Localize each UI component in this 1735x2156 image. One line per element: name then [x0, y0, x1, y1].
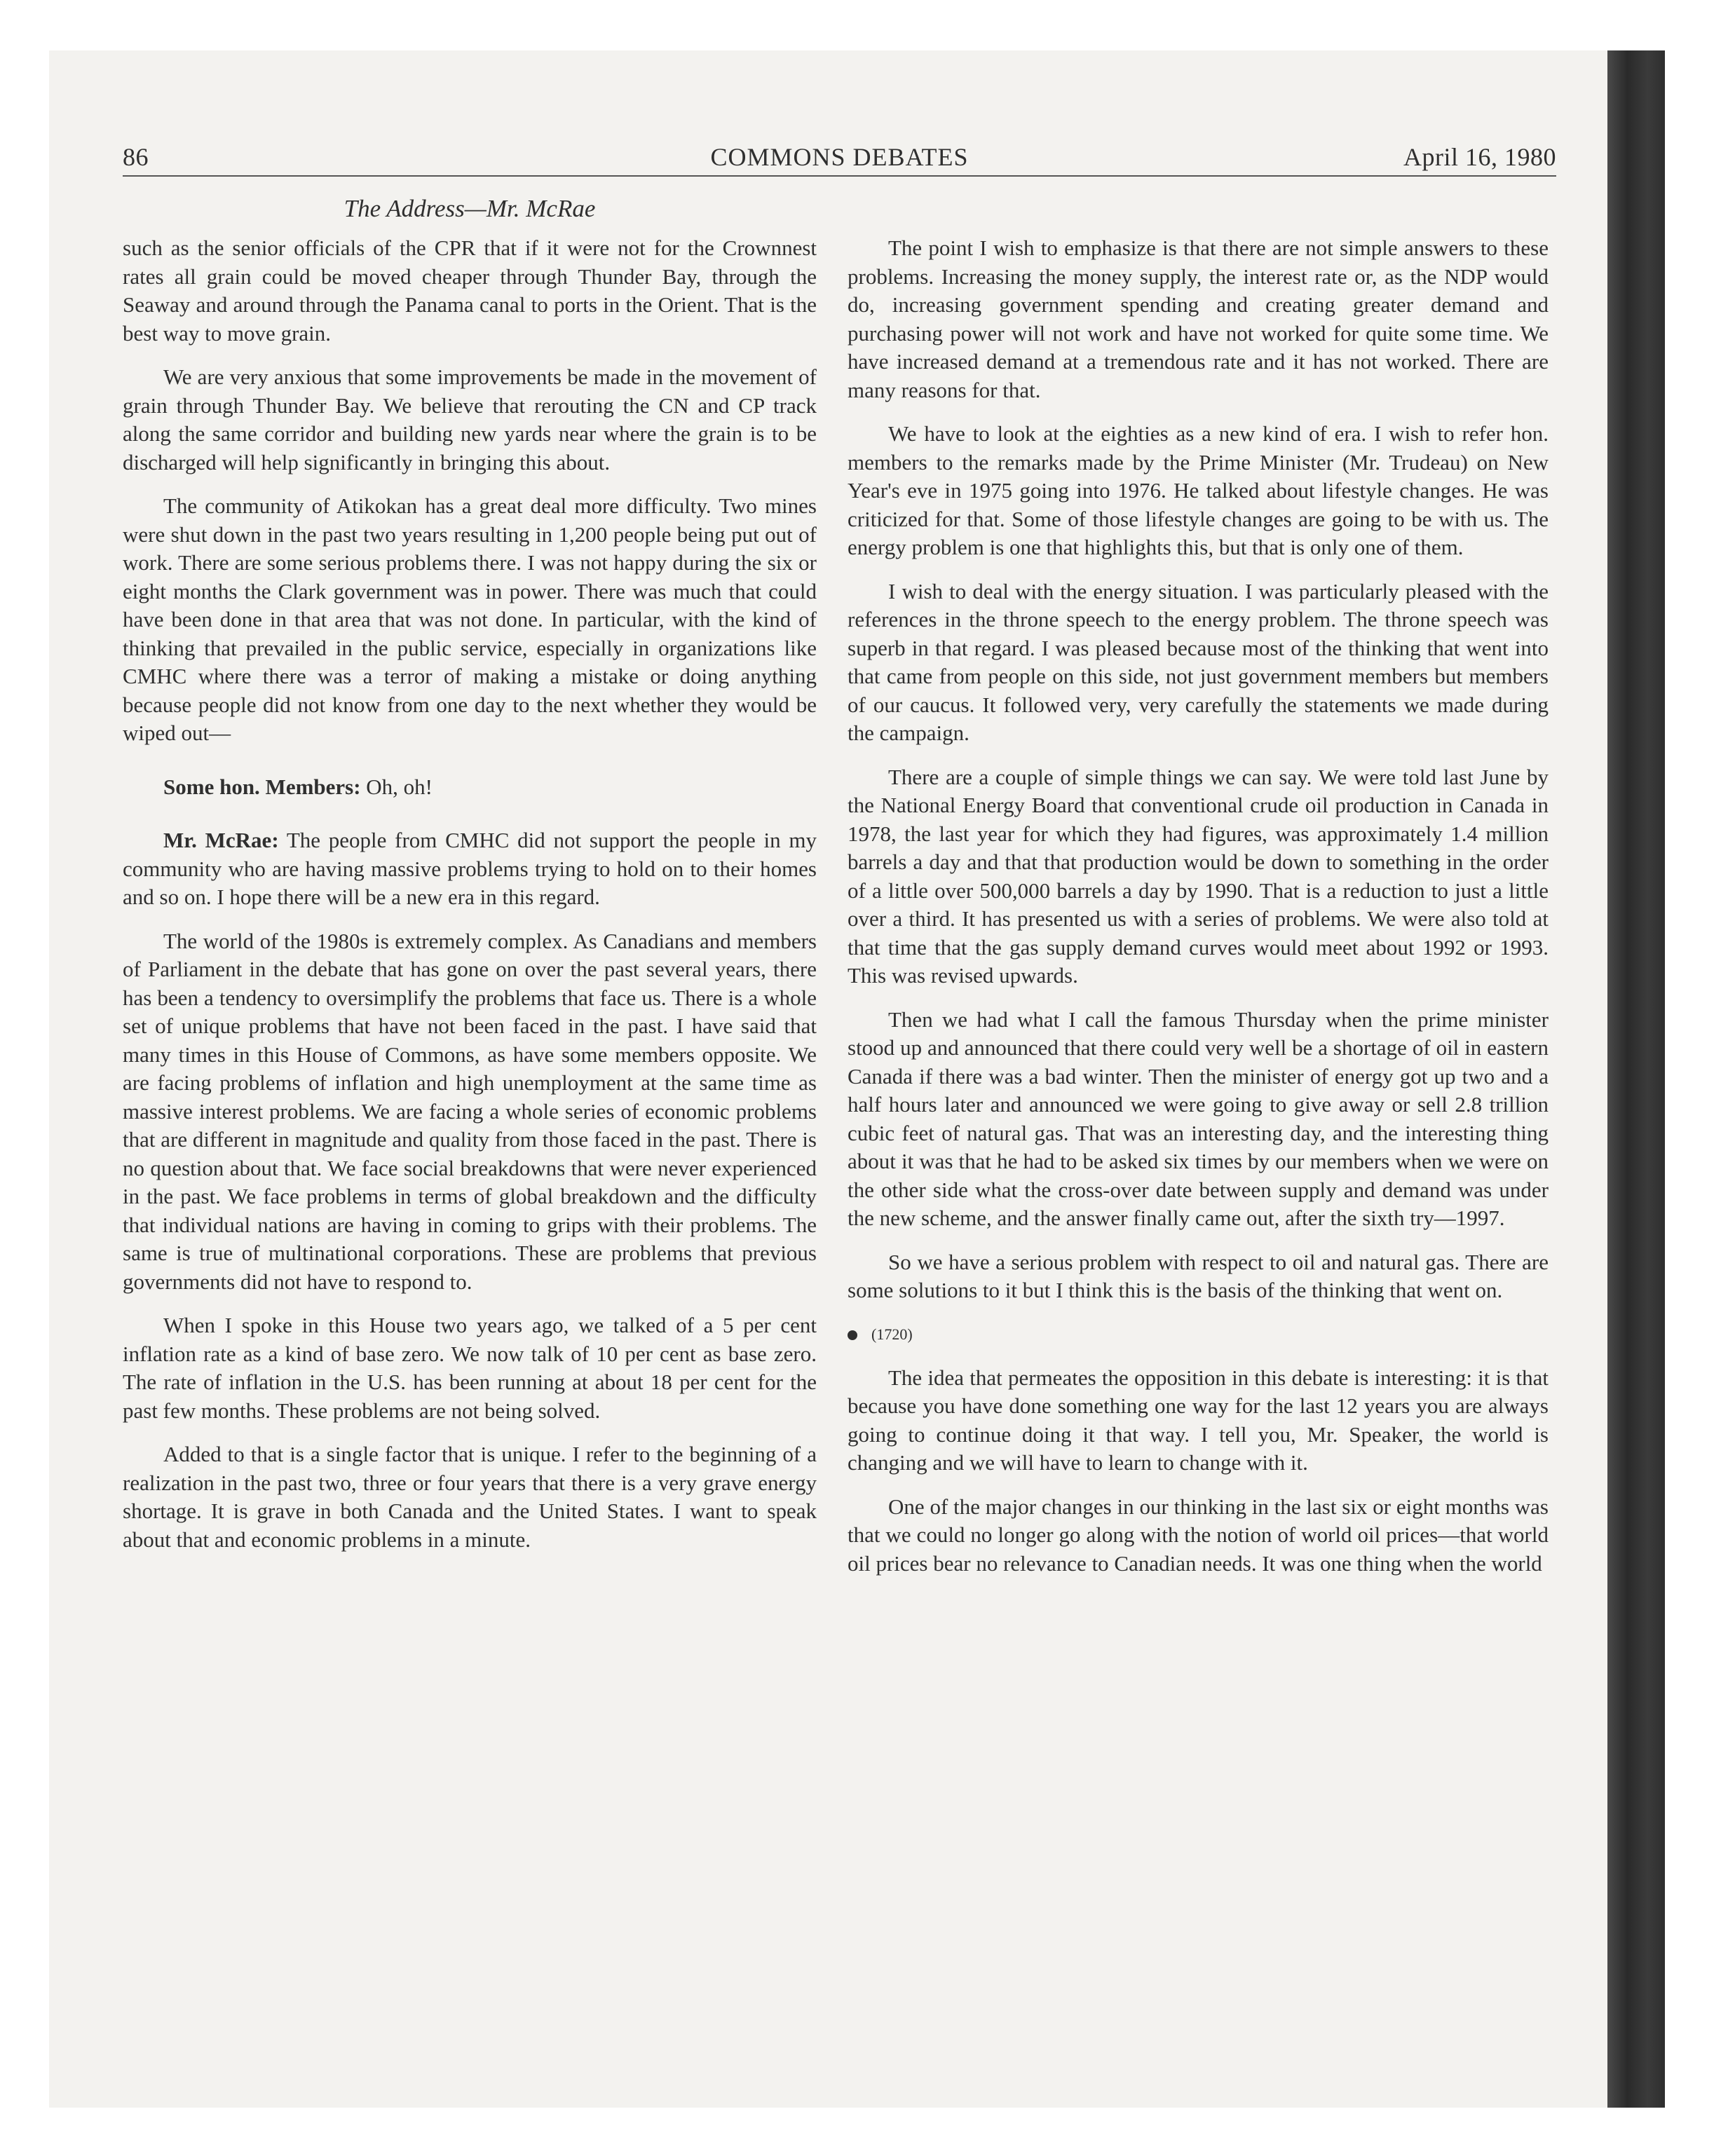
interjection-text: Oh, oh!: [360, 774, 433, 799]
paragraph: We are very anxious that some improvements be made in the movement of grain through Thunder Bay. We believe that rerouting the CN and CP track along the same corridor and building new yards near where the grain is to be discharged will help significantly in bringing this about.: [123, 364, 817, 475]
speaker-name: Mr. McRae:: [163, 828, 279, 852]
header-rule: [123, 175, 1556, 177]
scan-edge-shadow: [1607, 50, 1665, 2108]
paragraph: such as the senior officials of the CPR that if it were not for the Crownnest rates all grain could be moved cheaper through Thunder Bay, through the Seaway and around through the Panama canal to ports in the Orient. That is the best way to move grain.: [123, 236, 817, 346]
left-column: [123, 234, 817, 1569]
bullet-icon: [848, 1330, 857, 1340]
time-marker: [848, 1321, 1549, 1349]
paragraph: We have to look at the eighties as a new kind of era. I wish to refer hon. members to the remarks made by the Prime Minister (Mr. Trudeau) on New Year's eve in 1975 going into 1976. He talked about lifestyle changes. He was criticized for that. Some of those lifestyle changes are going to be with us. The energy problem is one that highlights this, but that is only one of them.: [848, 421, 1549, 559]
paragraph: So we have a serious problem with respect to oil and natural gas. There are some solutions to it but I think this is the basis of the thinking that went on.: [848, 1249, 1549, 1302]
speech-text: The people from CMHC did not support the people in my community who are having massive problems trying to hold on to their homes and so on. I hope there will be a new era in this regard.: [123, 828, 817, 909]
publication-title: COMMONS DEBATES: [710, 143, 969, 171]
paragraph: Then we had what I call the famous Thursday when the prime minister stood up and announced that there could very well be a shortage of oil in eastern Canada if there was a bad winter. Then the minister of energy got up two and a half hours later and announced we were going to give away or sell 2.8 trillion cubic feet of natural gas. That was an interesting day, and the interesting thing about it was that he had to be asked six times by our members when we were on the other side what the cross-over date between supply and demand was under the new scheme, and the answer finally came out, after the sixth try—1997.: [848, 1007, 1549, 1230]
paragraph: There are a couple of simple things we can say. We were told last June by the National Energy Board that conventional crude oil production in Canada in 1978, the last year for which they had figures, was approximately 1.4 million barrels a day and that that production would be down to something in the order of a little over 500,000 barrels a day by 1990. That is a reduction to just a little over a third. It has presented us with a series of problems. We were also told at that time that the gas supply demand curves would meet about 1992 or 1993. This was revised upwards.: [848, 764, 1549, 988]
paragraph: The point I wish to emphasize is that there are not simple answers to these problems. Increasing the money supply, the interest rate or, as the NDP would do, increasing government spending and creating greater demand and purchasing power will not work and have not worked for quite some time. We have increased demand at a tremendous rate and it has not worked. There are many reasons for that.: [848, 236, 1549, 402]
page-number: 86: [123, 143, 149, 171]
right-column: [848, 234, 1549, 1593]
running-subhead: The Address—Mr. McRae: [343, 195, 596, 222]
paragraph: The idea that permeates the opposition in this debate is interesting: it is that because you have done something one way for the last 12 years you are always going to continue doing it that way. I tell you, Mr. Speaker, the world is changing and we will have to learn to change with it.: [848, 1365, 1549, 1475]
time-marker-text: (1720): [871, 1325, 913, 1343]
publication-date: April 16, 1980: [1403, 143, 1556, 171]
paragraph: Added to that is a single factor that is unique. I refer to the beginning of a realization in the past two, three or four years that there is a very grave energy shortage. It is grave in both Canada and the United States. I want to speak about that and economic problems in a minute.: [123, 1442, 817, 1552]
page-header: [123, 142, 1556, 179]
paragraph: I wish to deal with the energy situation. I was particularly pleased with the references in the throne speech to the energy problem. The throne speech was superb in that regard. I was pleased because most of the thinking that went into that came from people on this side, not just government members but members of our caucus. It followed very, very carefully the statements we made during the campaign.: [848, 578, 1549, 745]
paragraph: The community of Atikokan has a great deal more difficulty. Two mines were shut down in the past two years resulting in 1,200 people being put out of work. There are some serious problems there. I was not happy during the six or eight months the Clark government was in power. There was much that could have been done in that area that was not done. In particular, with the kind of thinking that prevailed in the public service, especially in organizations like CMHC where there was a terror of making a mistake or doing anything because people did not know from one day to the next whether they would be wiped out—: [123, 493, 817, 745]
interjection: [123, 773, 817, 802]
paragraph: The world of the 1980s is extremely complex. As Canadians and members of Parliament in the debate that has gone on over the past several years, there has been a tendency to oversimplify the problems that face us. There is a whole set of unique problems that have not been faced in the past. I have said that many times in this House of Commons, as have some members opposite. We are facing problems of inflation and high unemployment at the same time as massive interest problems. We are facing a whole series of economic problems that are different in magnitude and quality from those faced in the past. There is no question about that. We face social breakdowns that were never experienced in the past. We face problems in terms of global breakdown and the difficulty that individual nations are having in coming to grips with their problems. The same is true of multinational corporations. These are problems that previous governments did not have to respond to.: [123, 928, 817, 1294]
paragraph: When I spoke in this House two years ago, we talked of a 5 per cent inflation rate as a kind of base zero. We now talk of 10 per cent as base zero. The rate of inflation in the U.S. has been running at about 18 per cent for the past few months. These problems are not being solved.: [123, 1313, 817, 1423]
speaker-name: Some hon. Members:: [163, 774, 361, 799]
speech-paragraph: [123, 826, 817, 912]
paragraph: One of the major changes in our thinking in the last six or eight months was that we could no longer go along with the notion of world oil prices—that world oil prices bear no relevance to Canadian needs. It was one thing when the world: [848, 1494, 1549, 1576]
